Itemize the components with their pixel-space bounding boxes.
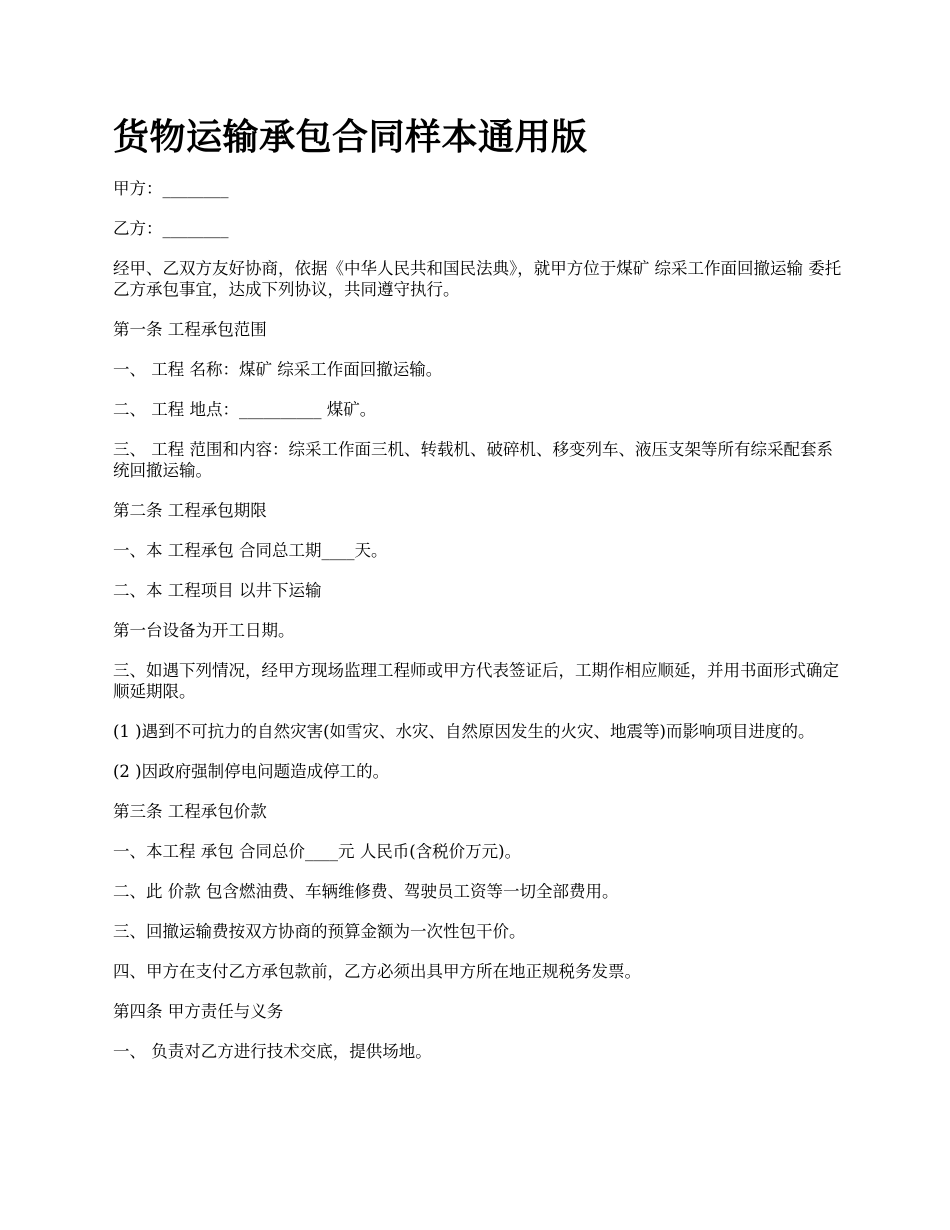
article-2-item-2: 二、本 工程项目 以井下运输 [113,581,322,600]
article-2-item-3: 三、如遇下列情况，经甲方现场监理工程师或甲方代表签证后，工期作相应顺延，并用书面形式确定顺延期限。 [113,661,839,701]
article-4-heading: 第四条 甲方责任与义务 [113,1002,284,1021]
article-3-item-3: 三、回撤运输费按双方协商的预算金额为一次性包干价。 [113,922,526,941]
article-2-item-2-cont: 第一台设备为开工日期。 [113,621,295,640]
article-3-item-2: 二、此 价款 包含燃油费、车辆维修费、驾驶员工资等一切全部费用。 [113,882,619,901]
article-1-item-2: 二、 工程 地点：__________ 煤矿。 [113,400,377,419]
article-1-item-1: 一、 工程 名称：煤矿 综采工作面回撤运输。 [113,360,443,379]
party-a-line: 甲方：________ [113,179,229,198]
document-page [113,112,843,1081]
preamble-paragraph: 经甲、乙双方友好协商，依据《中华人民共和国民法典》，就甲方位于煤矿 综采工作面回撤运输 委托乙方承包事宜，达成下列协议，共同遵守执行。 [113,259,842,299]
party-b-line: 乙方：________ [113,219,229,238]
document-title: 货物运输承包合同样本通用版 [113,116,588,158]
article-3-item-1: 一、本工程 承包 合同总价____元 人民币(含税价万元)。 [113,842,522,861]
article-1-heading: 第一条 工程承包范围 [113,320,267,339]
article-2-item-1: 一、本 工程承包 合同总工期____天。 [113,541,388,560]
article-3-item-4: 四、甲方在支付乙方承包款前，乙方必须出具甲方所在地正规税务发票。 [113,962,641,981]
article-2-case-2: (2 )因政府强制停电问题造成停工的。 [113,762,390,781]
article-4-item-1: 一、 负责对乙方进行技术交底，提供场地。 [113,1042,432,1061]
article-3-heading: 第三条 工程承包价款 [113,802,267,821]
article-2-case-1: (1 )遇到不可抗力的自然灾害(如雪灾、水灾、自然原因发生的火灾、地震等)而影响项目进度的。 [113,722,815,741]
article-2-heading: 第二条 工程承包期限 [113,501,267,520]
article-1-item-3: 三、 工程 范围和内容：综采工作面三机、转载机、破碎机、移变列车、液压支架等所有综采配套系统回撤运输。 [113,440,833,480]
